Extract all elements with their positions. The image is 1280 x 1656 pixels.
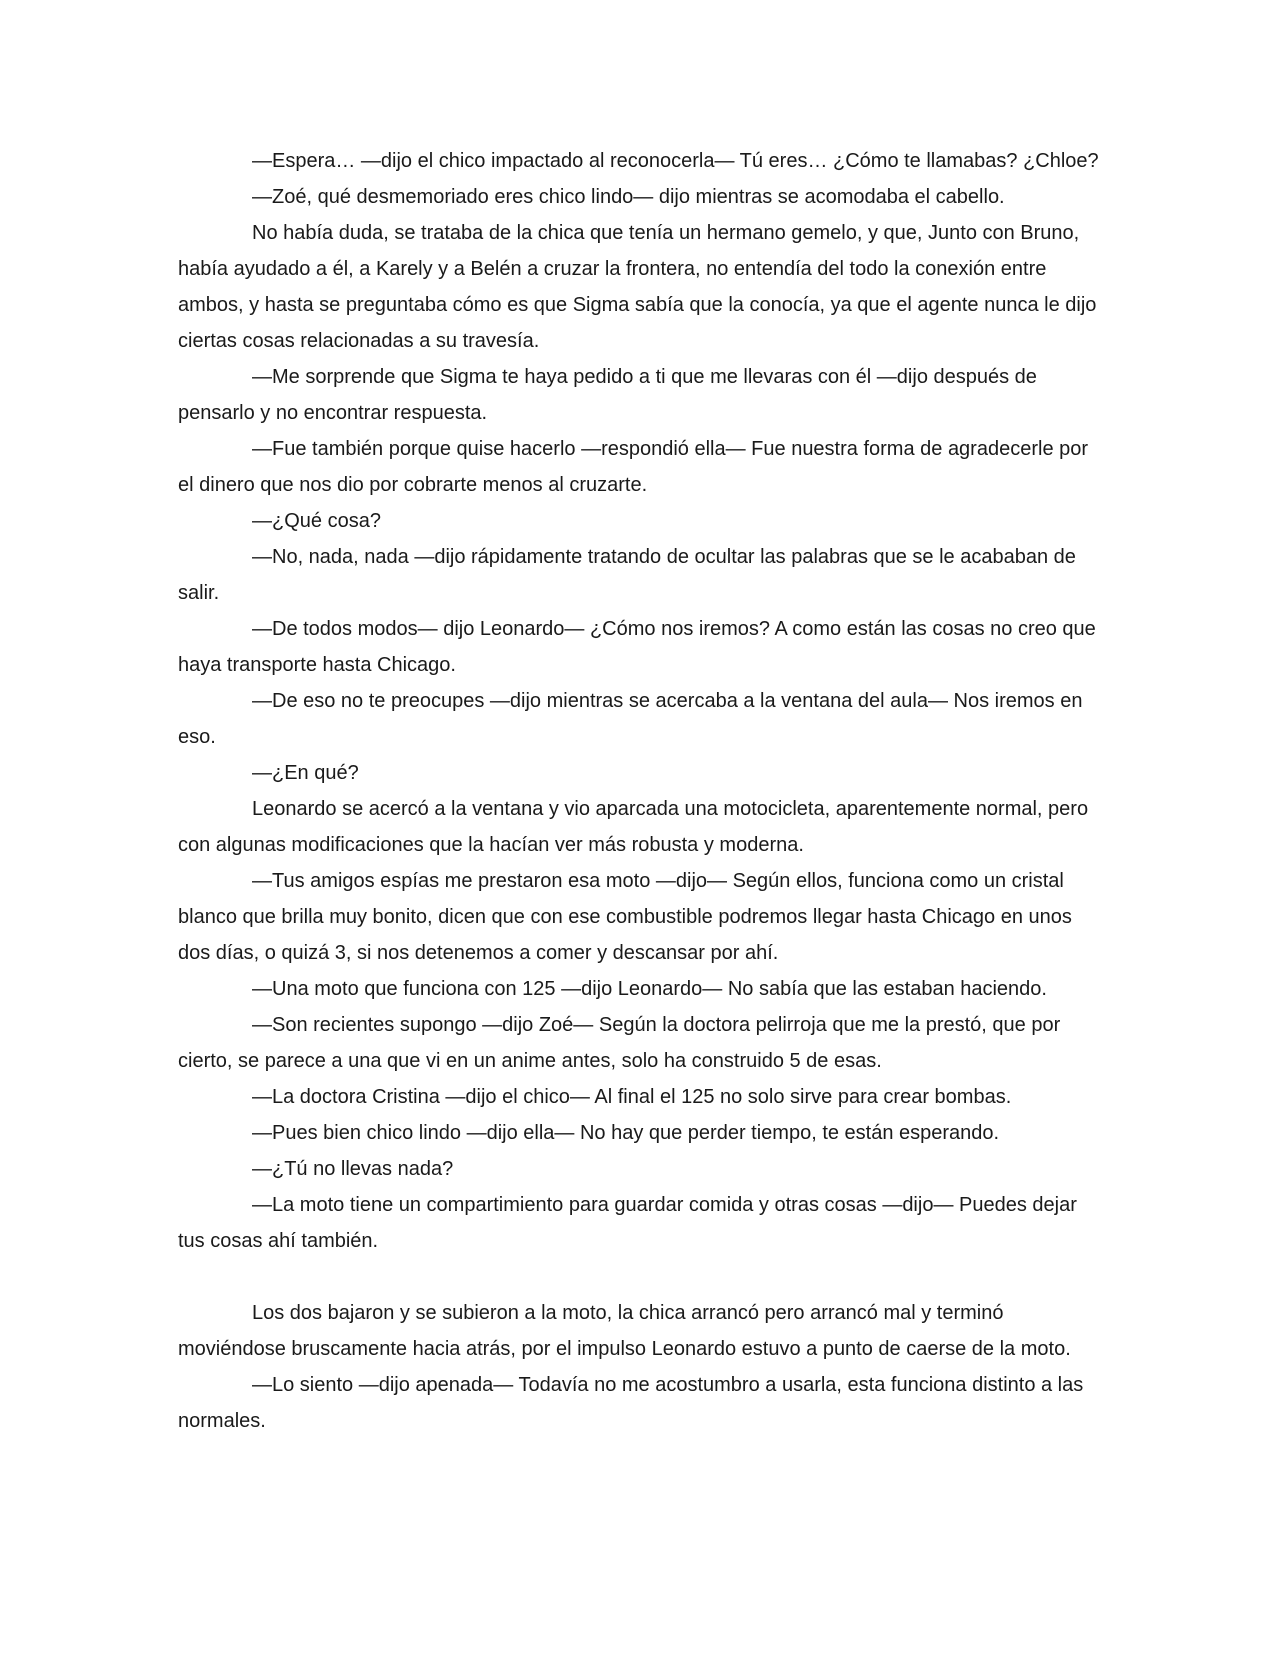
paragraph: Los dos bajaron y se subieron a la moto, la chica arrancó pero arrancó mal y terminó moviéndose bruscamente hacia atrás, por el impulso Leonardo estuvo a punto de caerse de la moto.	[178, 1302, 1071, 1360]
paragraph: —Zoé, qué desmemoriado eres chico lindo— dijo mientras se acomodaba el cabello.	[252, 186, 1005, 208]
paragraph: —Tus amigos espías me prestaron esa moto —dijo— Según ellos, funciona como un cristal blanco que brilla muy bonito, dicen que con ese combustible podremos llegar hasta Chicago en unos dos días, o quizá 3, si nos detenemos a comer y descansar por ahí.	[178, 870, 1072, 964]
paragraph: —Son recientes supongo —dijo Zoé— Según la doctora pelirroja que me la prestó, que por cierto, se parece a una que vi en un anime antes, solo ha construido 5 de esas.	[178, 1014, 1061, 1072]
paragraph: —De eso no te preocupes —dijo mientras se acercaba a la ventana del aula— Nos iremos en eso.	[178, 690, 1083, 748]
paragraph: —Me sorprende que Sigma te haya pedido a ti que me llevaras con él —dijo después de pensarlo y no encontrar respuesta.	[178, 366, 1037, 424]
section-break	[178, 1259, 1104, 1295]
body-text	[178, 143, 1104, 1439]
paragraph: —Espera… —dijo el chico impactado al reconocerla— Tú eres… ¿Cómo te llamabas? ¿Chloe?	[252, 150, 1099, 172]
paragraph: —¿Tú no llevas nada?	[252, 1158, 454, 1180]
paragraph: —De todos modos— dijo Leonardo— ¿Cómo nos iremos? A como están las cosas no creo que haya transporte hasta Chicago.	[178, 618, 1096, 676]
paragraph: —¿En qué?	[252, 762, 359, 784]
paragraph: —La doctora Cristina —dijo el chico— Al final el 125 no solo sirve para crear bombas.	[252, 1086, 1012, 1108]
paragraph: Leonardo se acercó a la ventana y vio aparcada una motocicleta, aparentemente normal, pero con algunas modificaciones que la hacían ver más robusta y moderna.	[178, 798, 1089, 856]
paragraph: —Pues bien chico lindo —dijo ella— No hay que perder tiempo, te están esperando.	[252, 1122, 1000, 1144]
paragraph: No había duda, se trataba de la chica que tenía un hermano gemelo, y que, Junto con Bruno, había ayudado a él, a Karely y a Belén a cruzar la frontera, no entendía del todo la conexión entre ambos, y hasta se preguntaba cómo es que Sigma sabía que la conocía, ya que el agente nunca le dijo ciertas cosas relacionadas a su travesía.	[178, 222, 1097, 352]
paragraph: —La moto tiene un compartimiento para guardar comida y otras cosas —dijo— Puedes dejar tus cosas ahí también.	[178, 1194, 1077, 1252]
paragraph: —Lo siento —dijo apenada— Todavía no me acostumbro a usarla, esta funciona distinto a las normales.	[178, 1374, 1084, 1432]
paragraph: —No, nada, nada —dijo rápidamente tratando de ocultar las palabras que se le acababan de salir.	[178, 546, 1076, 604]
paragraph: —Fue también porque quise hacerlo —respondió ella— Fue nuestra forma de agradecerle por el dinero que nos dio por cobrarte menos al cruzarte.	[178, 438, 1089, 496]
paragraph: —¿Qué cosa?	[252, 510, 381, 532]
paragraph: —Una moto que funciona con 125 —dijo Leonardo— No sabía que las estaban haciendo.	[252, 978, 1047, 1000]
